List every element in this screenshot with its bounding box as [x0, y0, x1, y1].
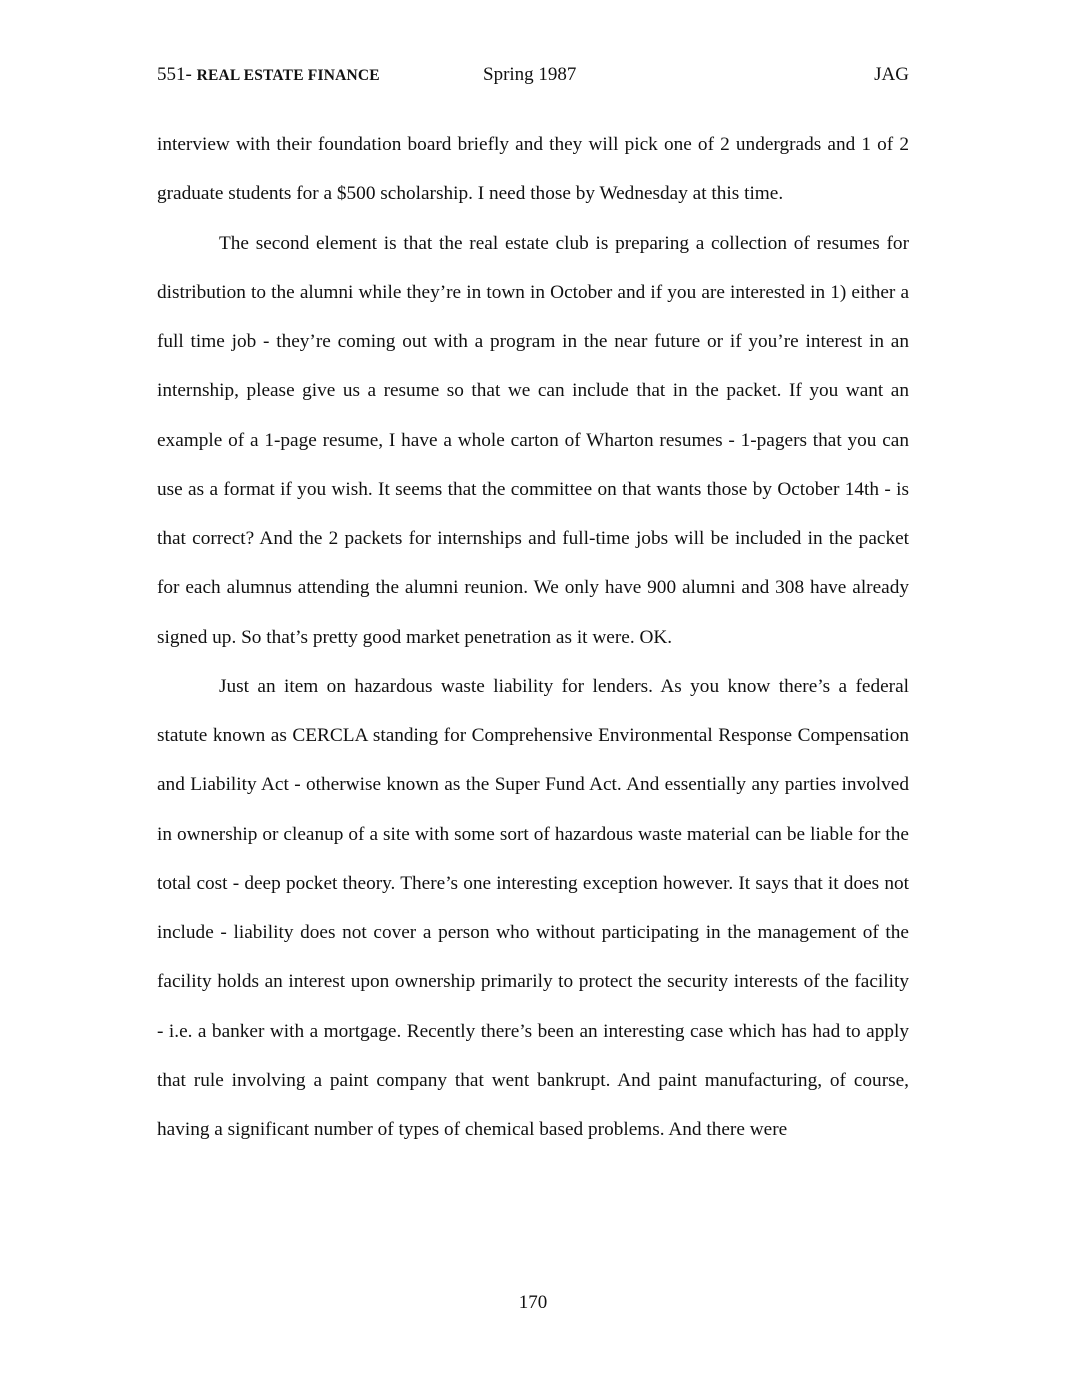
- paragraph-hazardous-waste: Just an item on hazardous waste liability for lenders. As you know there’s a federal statute known as CERCLA standing for Comprehensive Environmental Response Compensation and Liability Act - otherwise known as the Super Fund Act. And essentially any parties involved in ownership or cleanup of a site with some sort of hazardous waste material can be liable for the total cost - deep pocket theory. There’s one interesting exception however. It says that it does not include - liability does not cover a person who without participating in the management of the facility holds an interest upon ownership primarily to protect the security interests of the facility - i.e. a banker with a mortgage. Recently there’s been an interesting case which has had to apply that rule involving a paint company that went bankrupt. And paint manufacturing, of course, having a significant number of types of chemical based problems. And there were: [157, 675, 909, 1140]
- course-title: [157, 64, 380, 86]
- author-initials: JAG: [874, 64, 909, 85]
- term-label: Spring 1987: [483, 64, 577, 85]
- body-text: [157, 120, 909, 1154]
- paragraph-continued: interview with their foundation board briefly and they will pick one of 2 undergrads and 1 of 2 graduate students for a $500 scholarship. I need those by Wednesday at this time.: [157, 134, 909, 205]
- page-header: [157, 64, 909, 90]
- page-number: 170: [518, 1292, 548, 1313]
- course-number: 551-: [157, 64, 197, 85]
- paragraph-resumes: The second element is that the real estate club is preparing a collection of resumes for distribution to the alumni while they’re in town in October and if you are interested in 1) either a full time job - they’re coming out with a program in the near future or if you’re interest in an internship, please give us a resume so that we can include that in the packet. If you want an example of a 1-page resume, I have a whole carton of Wharton resumes - 1-pagers that you can use as a format if you wish. It seems that the committee on that wants those by October 14th - is that correct? And the 2 packets for internships and full-time jobs will be included in the packet for each alumnus attending the alumni reunion. We only have 900 alumni and 308 have already signed up. So that’s pretty good market penetration as it were. OK.: [157, 232, 909, 648]
- course-name: REAL ESTATE FINANCE: [196, 67, 380, 84]
